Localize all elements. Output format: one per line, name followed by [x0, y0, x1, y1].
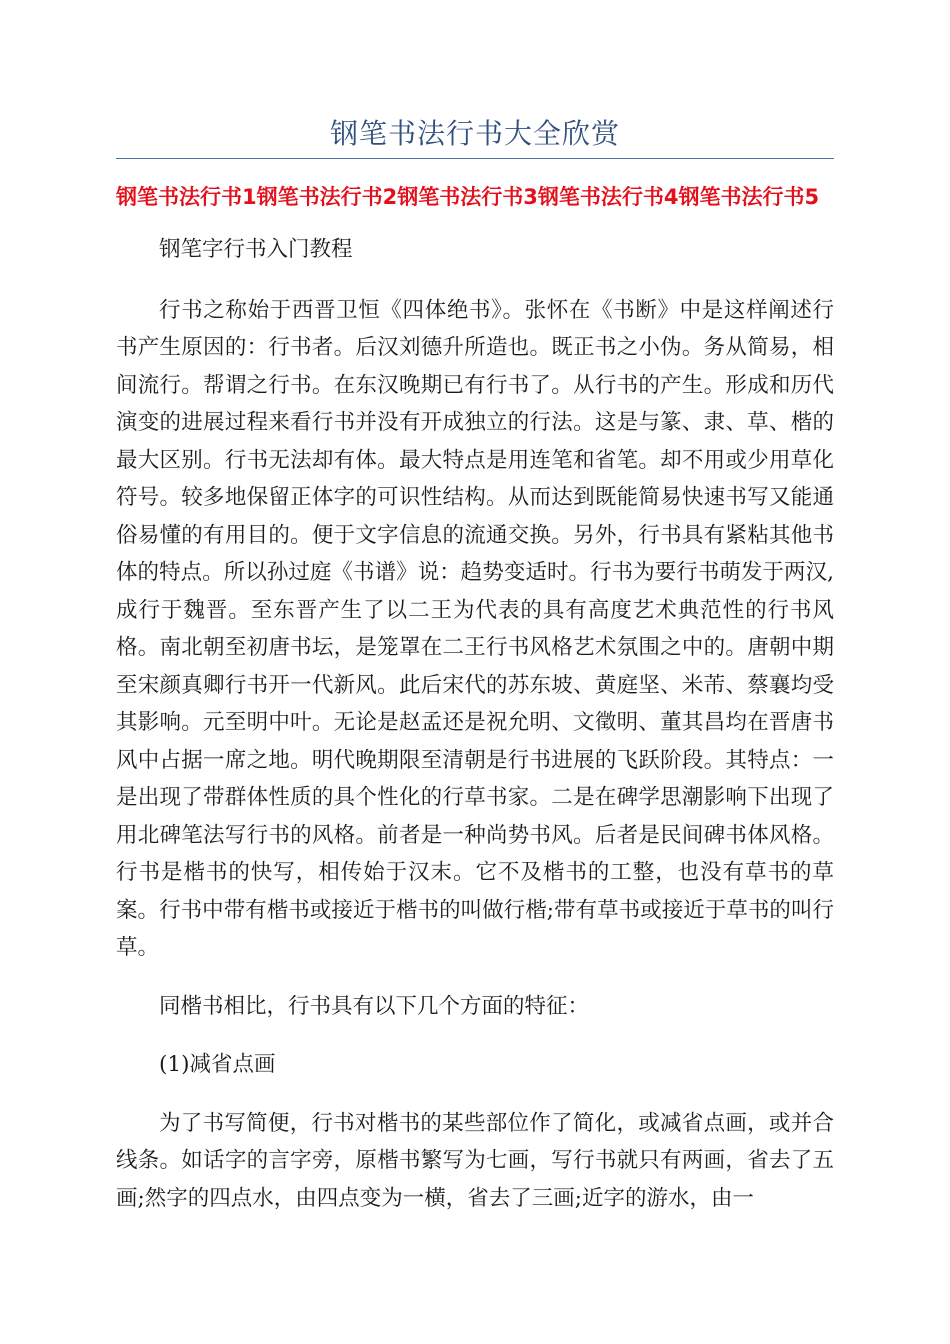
document-title: 钢笔书法行书大全欣赏	[329, 117, 620, 150]
paragraph-comparison: 同楷书相比，行书具有以下几个方面的特征：	[159, 993, 590, 1019]
document-page	[116, 0, 834, 1217]
red-heading-links: 钢笔书法行书1钢笔书法行书2钢笔书法行书3钢笔书法行书4钢笔书法行书5	[116, 185, 820, 209]
paragraph-intro: 钢笔字行书入门教程	[159, 237, 353, 262]
paragraph-list-item: (1)减省点画	[159, 1052, 276, 1077]
title-divider	[116, 158, 834, 159]
paragraph-history: 行书之称始于西晋卫恒《四体绝书》。张怀在《书断》中是这样阐述行书产生原因的：行书者。后汉刘德升所造也。既正书之小伪。务从简易，相间流行。帮谓之行书。在东汉晚期已有行书了。从行书的产生。形成和历代演变的进展过程来看行书并没有开成独立的行法。这是与篆、隶、草、楷的最大区别。行书无法却有体。最大特点是用连笔和省笔。却不用或少用草化符号。较多地保留正体字的可识性结构。从而达到既能简易快速书写又能通俗易懂的有用目的。便于文字信息的流通交换。另外，行书具有紧粘其他书体的特点。所以孙过庭《书谱》说：趋势变适时。行书为要行书萌发于两汉,成行于魏晋。至东晋产生了以二王为代表的具有高度艺术典范性的行书风格。南北朝至初唐书坛，是笼罩在二王行书风格艺术氛围之中的。唐朝中期至宋颜真卿行书开一代新风。此后宋代的苏东坡、黄庭坚、米芾、蔡襄均受其影响。元至明中叶。无论是赵孟还是祝允明、文徵明、董其昌均在晋唐书风中占据一席之地。明代晚期限至清朝是行书进展的飞跃阶段。其特点：一是出现了带群体性质的具个性化的行草书家。二是在碑学思潮影响下出现了用北碑笔法写行书的风格。前者是一种尚势书风。后者是民间碑书体风格。行书是楷书的快写，相传始于汉末。它不及楷书的工整，也没有草书的草案。行书中带有楷书或接近于楷书的叫做行楷;带有草书或接近于草书的叫行草。	[116, 297, 834, 960]
paragraph-detail: 为了书写简便，行书对楷书的某些部位作了简化，或减省点画，或并合线条。如话字的言字旁，原楷书繁写为七画，写行书就只有两画，省去了五画;然字的四点水，由四点变为一横，省去了三画;近字的游水，由一	[116, 1110, 834, 1211]
